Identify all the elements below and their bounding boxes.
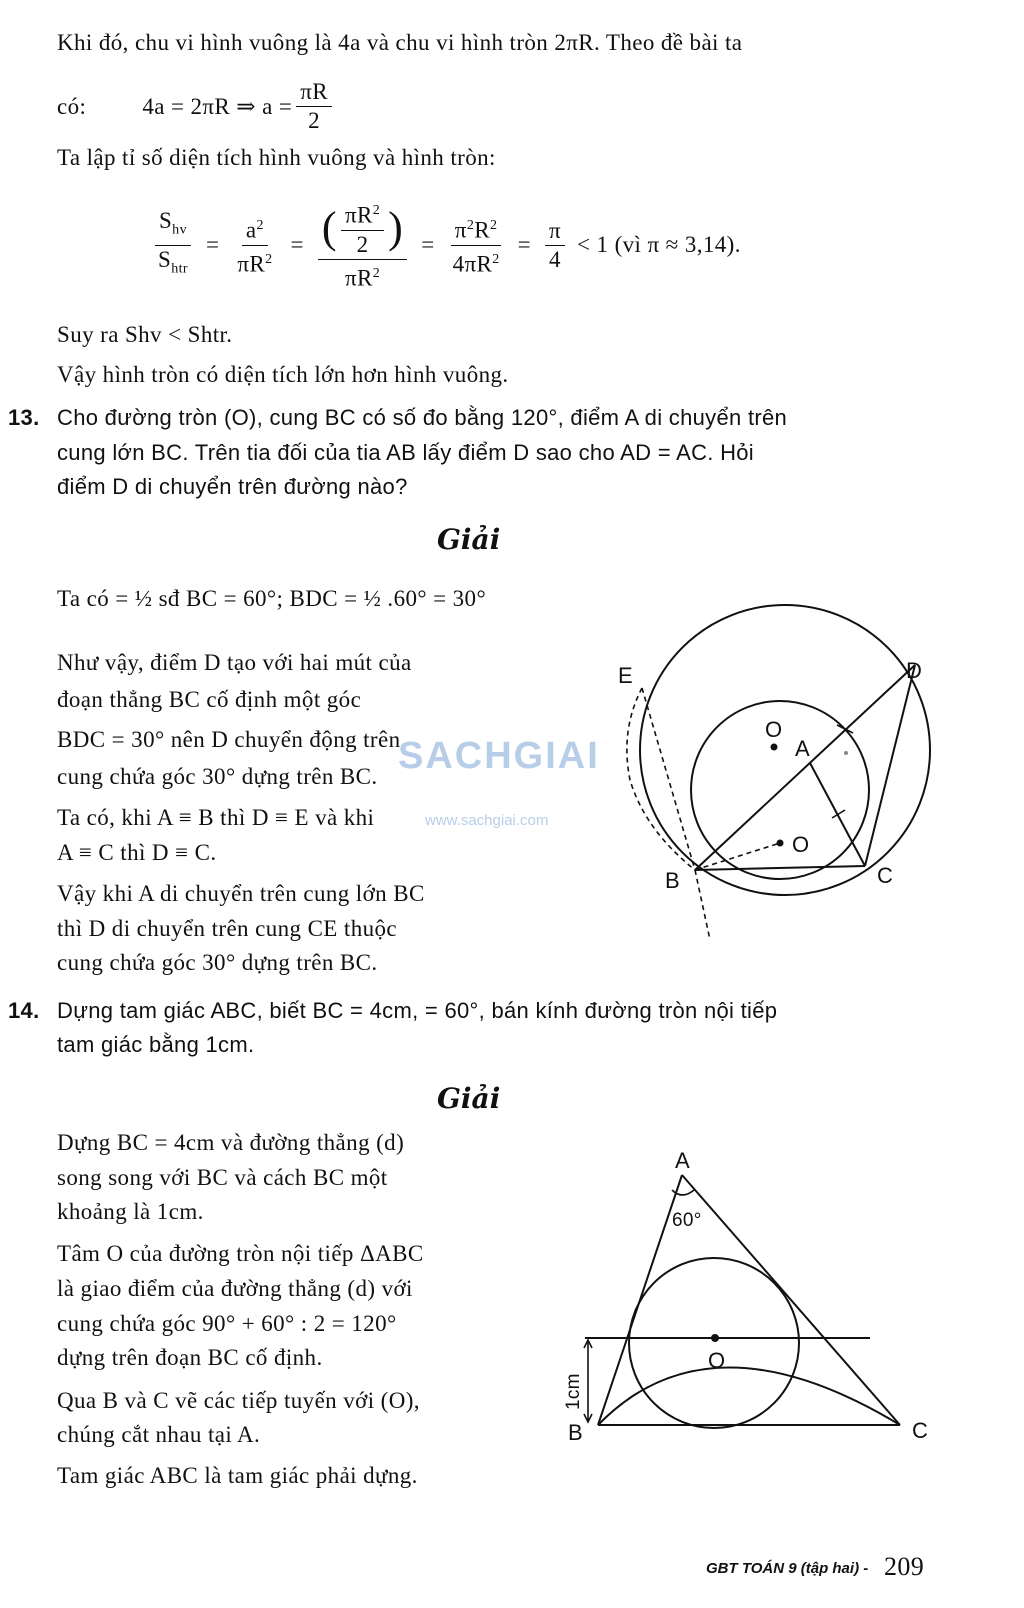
- text-line: Khi đó, chu vi hình vuông là 4a và chu vi hình tròn 2πR. Theo đề bài ta: [57, 30, 743, 55]
- solution-line: dựng trên đoạn BC cố định.: [57, 1345, 323, 1370]
- problem-text: điểm D di chuyển trên đường nào?: [57, 474, 408, 499]
- label-C: C: [912, 1418, 929, 1443]
- text-line: Suy ra Shv < Shtr.: [57, 322, 233, 347]
- label-C: C: [877, 863, 894, 888]
- label-O-top: O: [765, 717, 783, 742]
- solution-heading: Giải: [437, 523, 501, 556]
- problem-number: 14.: [8, 998, 40, 1023]
- solution-line: Ta có, khi A ≡ B thì D ≡ E và khi: [57, 805, 375, 830]
- solution-line: đoạn thẳng BC cố định một góc: [57, 687, 362, 712]
- solution-line: cung chứa góc 90° + 60° : 2 = 120°: [57, 1311, 397, 1336]
- text-line: Ta lập tỉ số diện tích hình vuông và hình tròn:: [57, 145, 496, 170]
- label-A: A: [675, 1148, 690, 1173]
- equation: 4a = 2πR ⇒ a =: [142, 93, 293, 119]
- solution-line: cung chứa góc 30° dựng trên BC.: [57, 950, 378, 975]
- problem-text: Dựng tam giác ABC, biết BC = 4cm, = 60°, bán kính đường tròn nội tiếp: [57, 998, 778, 1023]
- solution-heading: Giải: [437, 1082, 501, 1115]
- fraction: [296, 78, 332, 135]
- problem-text: tam giác bằng 1cm.: [57, 1032, 255, 1057]
- denominator: 2: [308, 108, 321, 133]
- solution-line: song song với BC và cách BC một: [57, 1165, 388, 1190]
- solution-line: là giao điểm của đường thẳng (d) với: [57, 1276, 413, 1301]
- footer-book: GBT TOÁN 9 (tập hai) -: [706, 1560, 869, 1577]
- solution-line: Ta có = ½ sđ BC = 60°; BDC = ½ .60° = 30°: [57, 586, 487, 611]
- solution-line: Như vậy, điểm D tạo với hai mút của: [57, 650, 412, 675]
- label-angle: 60°: [672, 1210, 702, 1231]
- solution-line: Qua B và C vẽ các tiếp tuyến với (O),: [57, 1388, 420, 1413]
- figure-triangle: [570, 1160, 910, 1430]
- solution-line: chúng cắt nhau tại A.: [57, 1422, 261, 1447]
- solution-line: BDC = 30° nên D chuyển động trên: [57, 727, 401, 752]
- problem-number: 13.: [8, 405, 40, 430]
- label-A: A: [795, 736, 810, 761]
- label-O: O: [792, 832, 810, 857]
- label-O: O: [708, 1348, 726, 1373]
- solution-line: khoảng là 1cm.: [57, 1199, 204, 1224]
- solution-line: Tâm O của đường tròn nội tiếp ΔABC: [57, 1241, 424, 1266]
- text-line: Vậy hình tròn có diện tích lớn hơn hình vuông.: [57, 362, 509, 387]
- label-E: E: [618, 663, 633, 688]
- watermark-logo: SACHGIAI: [398, 735, 600, 777]
- ratio-conclusion: < 1 (vì π ≈ 3,14).: [577, 232, 741, 257]
- watermark-url: www.sachgiai.com: [425, 812, 549, 829]
- equation-line: [57, 78, 336, 135]
- solution-line: Dựng BC = 4cm và đường thẳng (d): [57, 1130, 405, 1155]
- ratio-formula: $\frac{S_{hv}}{S_{htr}}$ = $\frac{a^2}{\pi R^2}$ = ( $\frac{\pi R^2}{2}$ ) $\pi R^2$ = $\frac{\pi^2R^2}{4\pi R^2}$ = $\frac{\pi}{4}$ < 1 (vì π ≈ 3,14).: [150, 190, 741, 300]
- label-1cm: 1cm: [563, 1373, 584, 1410]
- numerator: πR: [296, 78, 332, 107]
- problem-text: Cho đường tròn (O), cung BC có số đo bằng 120°, điểm A di chuyển trên: [57, 405, 788, 430]
- page-number: 209: [884, 1552, 925, 1581]
- label-D: D: [906, 658, 923, 683]
- label-B: B: [665, 868, 680, 893]
- solution-line: cung chứa góc 30° dựng trên BC.: [57, 764, 378, 789]
- problem-text: cung lớn BC. Trên tia đối của tia AB lấy điểm D sao cho AD = AC. Hỏi: [57, 440, 754, 465]
- text-prefix: có:: [57, 93, 87, 119]
- figure-circles: [600, 600, 940, 945]
- solution-line: A ≡ C thì D ≡ C.: [57, 840, 217, 865]
- solution-line: Tam giác ABC là tam giác phải dựng.: [57, 1463, 418, 1488]
- label-B: B: [568, 1420, 583, 1445]
- solution-line: thì D di chuyển trên cung CE thuộc: [57, 916, 398, 941]
- solution-line: Vậy khi A di chuyển trên cung lớn BC: [57, 881, 425, 906]
